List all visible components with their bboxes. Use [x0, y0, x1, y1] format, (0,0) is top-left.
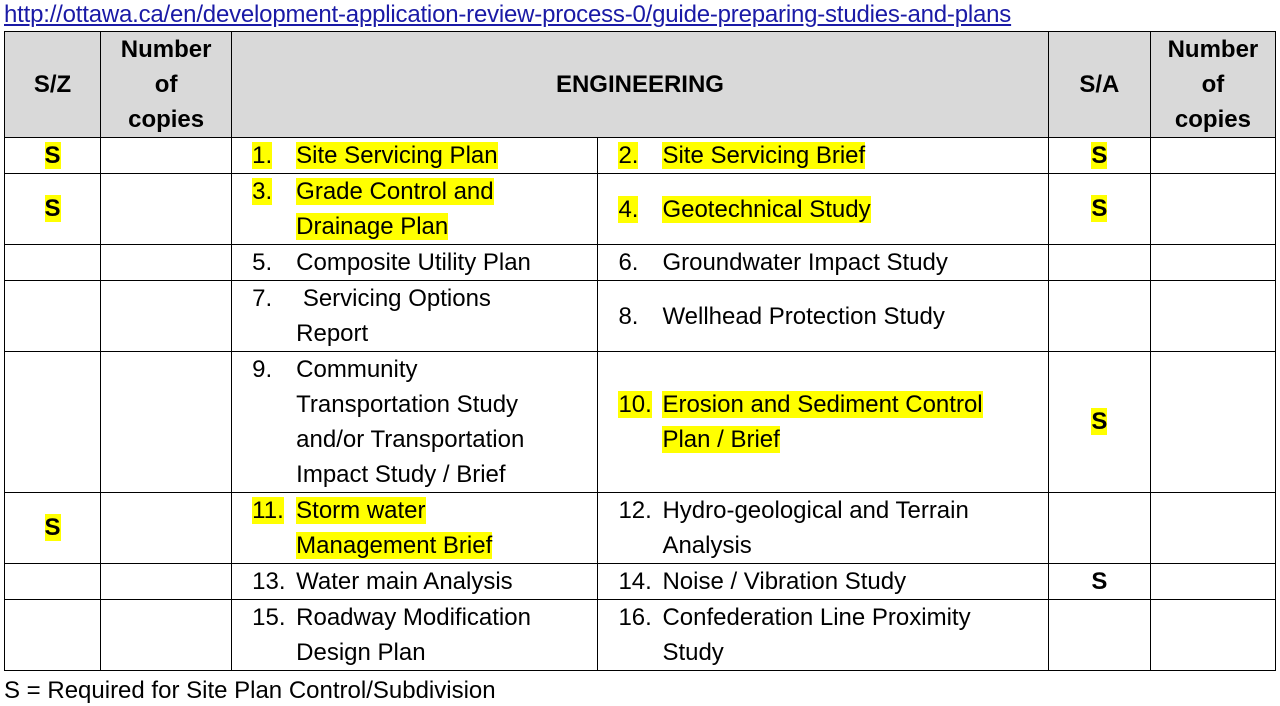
copies-right-cell[interactable] — [1150, 564, 1275, 600]
copies-left-cell[interactable] — [101, 352, 232, 493]
item-text: Wellhead Protection Study — [662, 302, 945, 330]
sa-cell — [1048, 352, 1150, 493]
sz-mark: S — [44, 141, 61, 169]
item-number: 1. — [252, 142, 273, 169]
study-item — [232, 245, 598, 281]
item-text: Erosion and Sediment Control — [662, 391, 983, 418]
footer-note: S = Required for Site Plan Control/Subdivision — [4, 677, 496, 704]
item-number: 16. — [618, 604, 652, 631]
item-number: 2. — [618, 142, 639, 169]
sz-cell — [5, 600, 101, 671]
sa-cell — [1048, 600, 1150, 671]
header-sz: S/Z — [5, 32, 101, 138]
copies-left-cell[interactable] — [101, 245, 232, 281]
copies-left-cell[interactable] — [101, 174, 232, 245]
table-row — [5, 138, 1276, 174]
header-sa: S/A — [1048, 32, 1150, 138]
item-number: 14. — [618, 568, 652, 595]
item-number: 13. — [252, 568, 286, 595]
item-text: Storm water — [296, 497, 426, 524]
sz-cell — [5, 352, 101, 493]
copies-left-cell[interactable] — [101, 493, 232, 564]
study-item — [598, 600, 1048, 671]
item-text: Site Servicing Plan — [296, 142, 498, 169]
item-number: 10. — [618, 391, 652, 418]
item-text: Roadway Modification — [296, 604, 531, 631]
table-row — [5, 493, 1276, 564]
item-number: 11. — [252, 497, 284, 524]
item-text: Groundwater Impact Study — [662, 249, 948, 276]
item-number: 5. — [252, 249, 273, 276]
item-text: Design Plan — [296, 639, 426, 666]
item-text: Noise / Vibration Study — [662, 568, 907, 595]
item-text: Water main Analysis — [296, 568, 513, 595]
copies-right-cell[interactable] — [1150, 600, 1275, 671]
sz-mark: S — [44, 195, 61, 222]
study-item — [598, 564, 1048, 600]
header-engineering: ENGINEERING — [232, 32, 1049, 138]
study-item — [598, 352, 1048, 493]
table-row — [5, 174, 1276, 245]
study-item — [598, 245, 1048, 281]
engineering-requirements-table — [4, 31, 1276, 671]
table-row — [5, 281, 1276, 352]
copies-left-cell[interactable] — [101, 138, 232, 174]
item-text: Study — [662, 639, 724, 666]
sa-cell — [1048, 174, 1150, 245]
item-text: Community — [296, 356, 418, 383]
study-item — [598, 138, 1048, 174]
item-text: Analysis — [662, 532, 752, 559]
item-number: 9. — [252, 356, 273, 383]
sa-mark: S — [1091, 567, 1108, 595]
study-item — [598, 174, 1048, 245]
item-text: Impact Study / Brief — [296, 461, 506, 488]
item-number: 15. — [252, 604, 286, 631]
sa-cell — [1048, 281, 1150, 352]
sa-cell — [1048, 138, 1150, 174]
sa-mark: S — [1091, 195, 1108, 222]
sz-cell — [5, 564, 101, 600]
table-row — [5, 352, 1276, 493]
item-number: 12. — [618, 497, 652, 524]
item-text: Drainage Plan — [296, 213, 449, 240]
study-item — [232, 138, 598, 174]
study-item — [232, 281, 598, 352]
copies-right-cell[interactable] — [1150, 174, 1275, 245]
copies-right-cell[interactable] — [1150, 352, 1275, 493]
sz-cell — [5, 245, 101, 281]
sz-mark: S — [44, 514, 61, 541]
item-text: Hydro-geological and Terrain — [662, 497, 969, 524]
study-item — [232, 600, 598, 671]
study-item — [598, 493, 1048, 564]
item-number: 6. — [618, 249, 639, 276]
item-number: 8. — [618, 302, 639, 330]
header-copies-right: Number of copies — [1150, 32, 1275, 138]
item-number: 7. — [252, 285, 273, 312]
item-text: Confederation Line Proximity — [662, 604, 971, 631]
sa-mark: S — [1091, 141, 1108, 169]
item-number: 3. — [252, 178, 273, 205]
sz-cell — [5, 174, 101, 245]
sa-cell — [1048, 564, 1150, 600]
item-text: Servicing Options — [296, 285, 491, 312]
study-item — [232, 493, 598, 564]
item-text: Grade Control and — [296, 178, 494, 205]
table-row — [5, 245, 1276, 281]
copies-right-cell[interactable] — [1150, 493, 1275, 564]
item-number: 4. — [618, 195, 639, 223]
sz-cell — [5, 138, 101, 174]
item-text: Transportation Study — [296, 391, 519, 418]
item-text: Management Brief — [296, 532, 493, 559]
table-row — [5, 564, 1276, 600]
table-row — [5, 600, 1276, 671]
study-item — [232, 174, 598, 245]
sa-mark: S — [1091, 408, 1108, 435]
sa-cell — [1048, 245, 1150, 281]
copies-left-cell[interactable] — [101, 564, 232, 600]
item-text: Plan / Brief — [662, 426, 780, 453]
copies-left-cell[interactable] — [101, 600, 232, 671]
table-body — [5, 138, 1276, 671]
item-text: and/or Transportation — [296, 426, 525, 453]
header-copies-left: Number of copies — [101, 32, 232, 138]
item-text: Site Servicing Brief — [662, 142, 866, 169]
item-text: Report — [296, 320, 369, 347]
item-text: Geotechnical Study — [662, 195, 871, 223]
study-item — [232, 352, 598, 493]
reference-link[interactable]: http://ottawa.ca/en/development-application-review-process-0/guide-preparing-studies-and-plans — [4, 1, 1012, 28]
copies-right-cell[interactable] — [1150, 138, 1275, 174]
sa-cell — [1048, 493, 1150, 564]
copies-right-cell[interactable] — [1150, 281, 1275, 352]
item-text: Composite Utility Plan — [296, 249, 531, 276]
sz-cell — [5, 281, 101, 352]
copies-right-cell[interactable] — [1150, 245, 1275, 281]
sz-cell — [5, 493, 101, 564]
copies-left-cell[interactable] — [101, 281, 232, 352]
study-item — [232, 564, 598, 600]
study-item — [598, 281, 1048, 352]
